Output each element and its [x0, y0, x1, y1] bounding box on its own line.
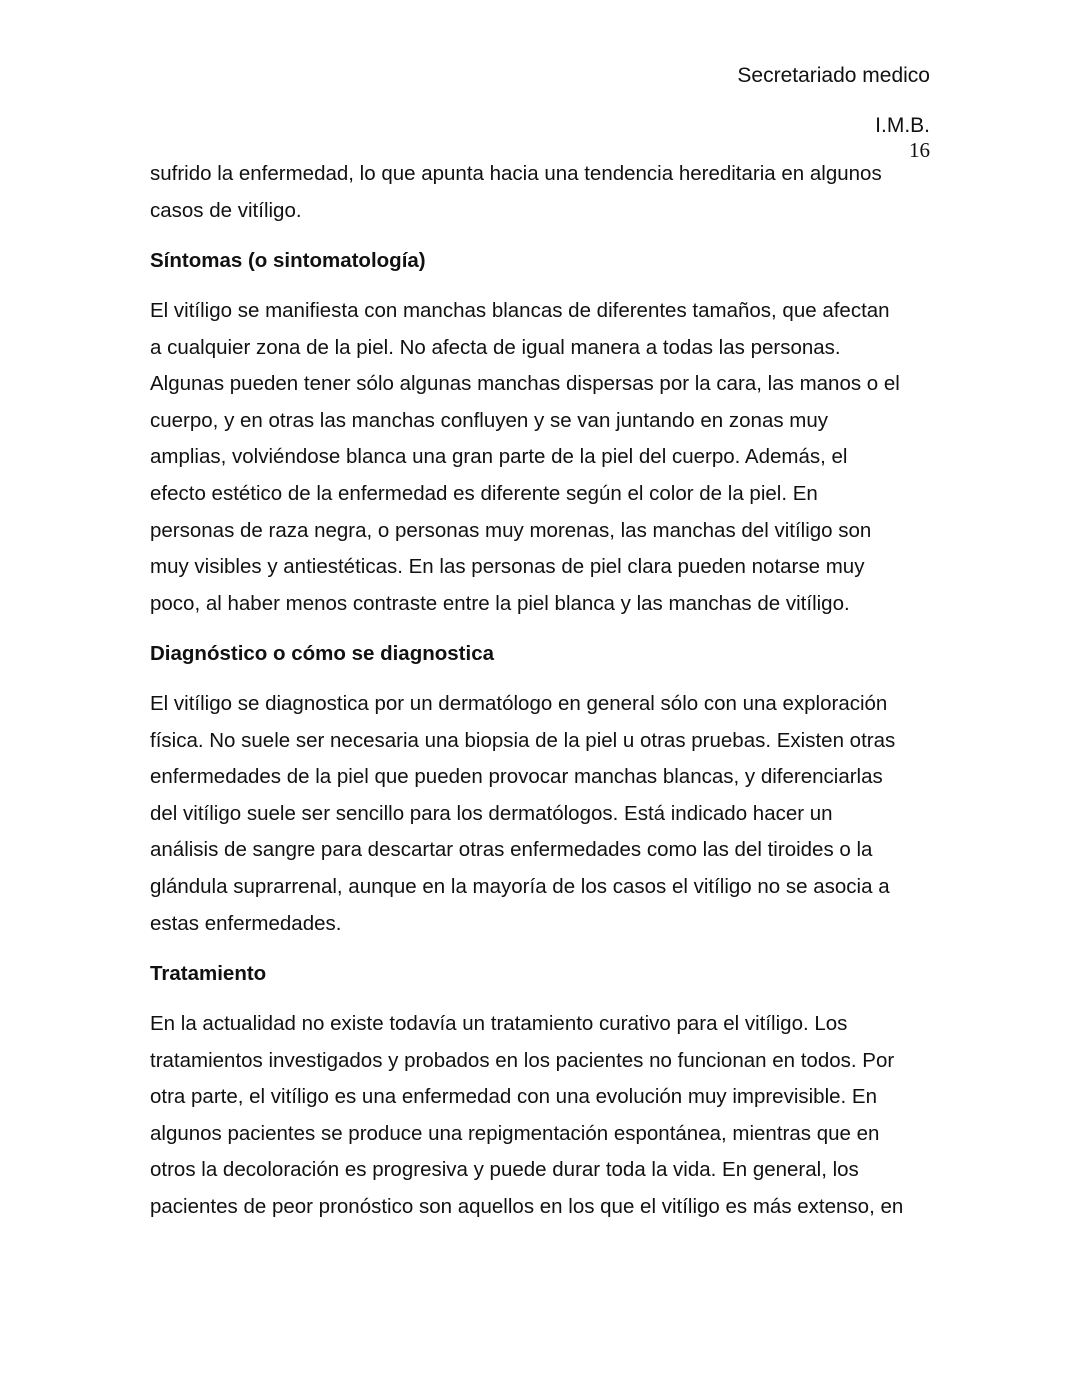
text-line: enfermedades de la piel que pueden provocar manchas blancas, y diferenciarlas — [150, 765, 883, 789]
text-line: El vitíligo se manifiesta con manchas blancas de diferentes tamaños, que afectan — [150, 299, 890, 322]
text-line: En la actualidad no existe todavía un tratamiento curativo para el vitíligo. Los — [150, 1012, 848, 1035]
text-line: estas enfermedades. — [150, 911, 342, 935]
text-line: algunos pacientes se produce una repigmentación espontánea, mientras que en — [150, 1121, 880, 1145]
text-line: glándula suprarrenal, aunque en la mayoría de los casos el vitíligo no se asocia a — [150, 874, 890, 898]
section-title-sintomas: Síntomas (o sintomatología) — [150, 249, 426, 272]
text-line: otra parte, el vitíligo es una enfermedad con una evolución muy imprevisible. En — [150, 1085, 878, 1109]
section-title-tratamiento: Tratamiento — [150, 962, 267, 985]
text-line: Algunas pueden tener sólo algunas manchas dispersas por la cara, las manos o el — [150, 372, 900, 396]
page-number: 16 — [909, 138, 930, 162]
text-line: personas de raza negra, o personas muy morenas, las manchas del vitíligo son — [150, 518, 872, 542]
section-title-diagnostico: Diagnóstico o cómo se diagnostica — [150, 642, 495, 665]
text-line: muy visibles y antiestéticas. En las personas de piel clara pueden notarse muy — [150, 555, 865, 579]
text-line: del vitíligo suele ser sencillo para los dermatólogos. Está indicado hacer un — [150, 801, 833, 825]
text-line: análisis de sangre para descartar otras enfermedades como las del tiroides o la — [150, 838, 873, 862]
text-line: sufrido la enfermedad, lo que apunta hacia una tendencia hereditaria en algunos — [150, 162, 882, 185]
text-line: a cualquier zona de la piel. No afecta de igual manera a todas las personas. — [150, 335, 841, 359]
text-line: física. No suele ser necesaria una biopsia de la piel u otras pruebas. Existen otras — [150, 728, 896, 752]
text-line: casos de vitíligo. — [150, 198, 302, 222]
intro-paragraph — [150, 156, 935, 229]
text-line: El vitíligo se diagnostica por un dermatólogo en general sólo con una exploración — [150, 692, 888, 715]
paragraph-tratamiento — [150, 1006, 935, 1226]
header-initials: I.M.B. — [875, 114, 930, 137]
text-line: otros la decoloración es progresiva y puede durar toda la vida. En general, los — [150, 1158, 859, 1182]
header-department: Secretariado medico — [737, 64, 930, 87]
paragraph-diagnostico — [150, 686, 935, 942]
text-line: poco, al haber menos contraste entre la piel blanca y las manchas de vitíligo. — [150, 591, 850, 615]
paragraph-sintomas — [150, 293, 935, 622]
text-line: cuerpo, y en otras las manchas confluyen y se van juntando en zonas muy — [150, 408, 829, 432]
text-line: efecto estético de la enfermedad es diferente según el color de la piel. En — [150, 481, 818, 505]
text-line: tratamientos investigados y probados en los pacientes no funcionan en todos. Por — [150, 1048, 895, 1072]
text-line: amplias, volviéndose blanca una gran parte de la piel del cuerpo. Además, el — [150, 445, 848, 469]
text-line: pacientes de peor pronóstico son aquellos en los que el vitíligo es más extenso, en — [150, 1194, 904, 1218]
